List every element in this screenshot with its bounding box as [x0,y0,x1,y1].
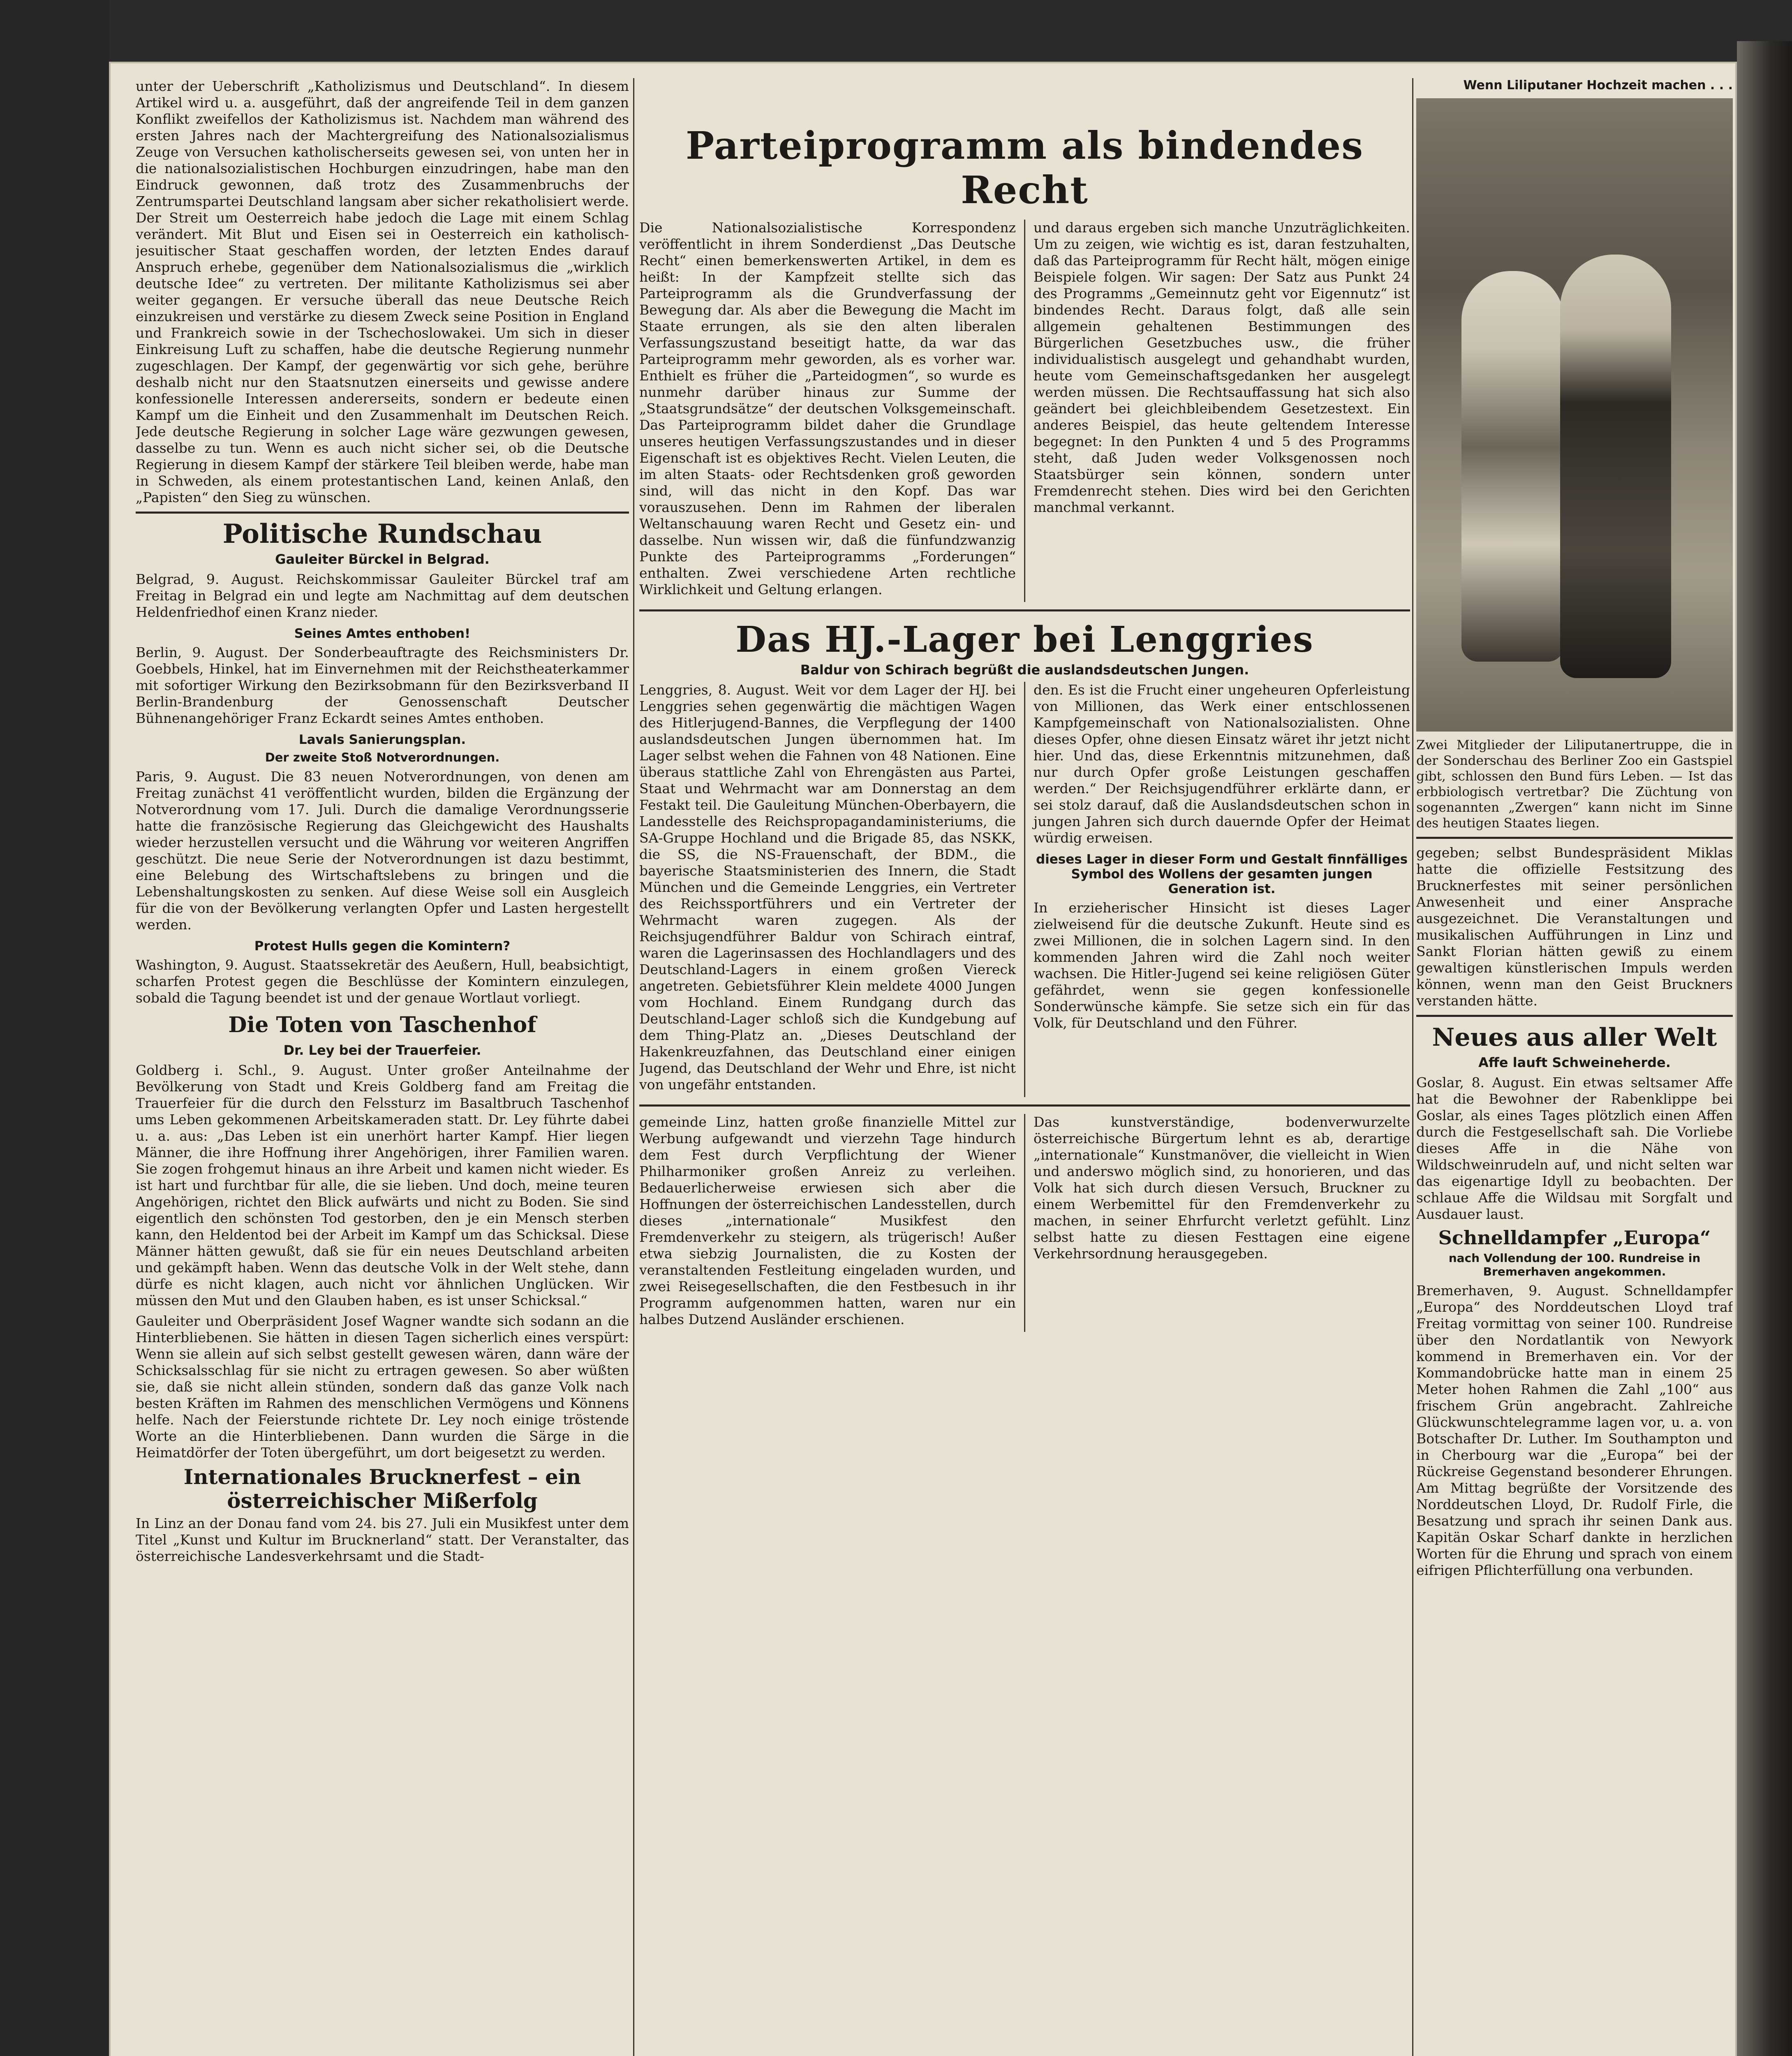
column-rule [1024,220,1025,602]
column-rule [1024,1114,1025,1332]
lager-title: Das HJ.-Lager bei Lenggries [735,619,1314,660]
section-divider [639,609,1410,611]
column-rule [1024,682,1025,1097]
affe-text: Goslar, 8. August. Ein etwas seltsamer Affe hat die Bewohner der Rabenklippe bei Goslar, als eines Tages plötzlich einen Affen durch die Festgesellschaft sah. Die Vorliebe dieses Affe in die Nähe von Wildschweinrudeln auf, und nicht selten war das eigenartige Idyll zu beobachten. Der schlaue Affe die Wildsau mit Sorgfalt und Ausdauer laust. [1416,1074,1733,1222]
amt-text: Berlin, 9. August. Der Sonderbeauftragte des Reichsministers Dr. Goebbels, Hinkel, hat im Einvernehmen mit der Reichstheaterkammer mit sofortiger Wirkung den Bezirksobmann für den Bezirksverband II Berlin-Brandenburg der Genossenschaft Deutscher Bühnenangehöriger Franz Eckardt seines Amtes enthoben. [136,644,629,726]
buerckel-head: Gauleiter Bürckel in Belgrad. [275,551,490,567]
wedding-photo [1416,98,1733,732]
welt-title: Neues aus aller Welt [1432,1023,1717,1052]
lager-sub: Baldur von Schirach begrüßt die auslandsdeutschen Jungen. [800,662,1249,678]
europa-sub: nach Vollendung der 100. Rundreise in Bremerhaven angekommen. [1448,1251,1701,1278]
bruckner-bottom-right: Das kunstverständige, bodenverwurzelte österreichische Bürgertum lehnt es ab, derartige „internationale“ Kunstmanöver, die vielleicht in Wien und anderswo möglich sind, zu honorieren, und das Volk hat sich durch diesen Versuch, Bruckner zu einem Werbemittel für den Fremdenverkehr zu machen, in seiner Ehrfurcht verletzt gefühlt. Linz selbst hatte zu diesen Festtagen eine eigene Verkehrsordnung herausgegeben. [1034,1114,1410,1262]
section-divider [639,1104,1410,1107]
schweden-article-text: unter der Ueberschrift „Katholizismus und Deutschland“. In diesem Artikel wird u. a. ausgeführt, daß der angreifende Teil in dem ganzen Konflikt zweifellos der Katholizismus ist. Nachdem man während des ersten Jahres nach der Machtergreifung des Nationalsozialismus Zeuge von Versuchen katholischerseits gewesen sei, von unten her in die nationalsozialistischen Hochburgen einzudringen, habe man den Eindruck gewonnen, daß trotz des Zusammenbruchs der Zentrumspartei Deutschland langsam aber sicher rekatholisiert werde. Der Streit um Oesterreich habe jedoch die Lage mit einem Schlag verändert. Mit Blut und Eisen sei in Oesterreich ein katholisch-jesuitischer Staat geschaffen worden, der letzten Endes darauf Anspruch erhebe, gegenüber dem Nationalsozialismus die „wirklich deutsche Idee“ zu vertreten. Der militante Katholizismus sei aber weiter gegangen. Er versuche überall das neue Deutsche Reich einzukreisen und verstärke zu diesem Zweck seine Position in England und Frankreich sowie in der Tschechoslowakei. Um sich in dieser Einkreisung Luft zu schaffen, habe die deutsche Regierung nunmehr zugeschlagen. Der Kampf, der gegenwärtig vor sich gehe, berühre deshalb nicht nur den Staatsnutzen einerseits und gewisse andere konfessionelle Interessen andererseits, sondern er bedeute einen Kampf um die Einheit und den Zusammenhalt im Deutschen Reich. Jede deutsche Regierung in solcher Lage wäre gezwungen gewesen, dasselbe zu tun. Wenn es auch nicht sicher sei, ob die Deutsche Regierung in diesem Kampf der stärkere Teil bleiben werde, habe man in Schweden, als einem protestantischen Land, keinen Anlaß, den „Papisten“ den Sieg zu wünschen. [136,78,629,505]
taschenhof-title: Die Toten von Taschenhof [228,1012,536,1037]
main-right-text: und daraus ergeben sich manche Unzuträglichkeiten. Um zu zeigen, wie wichtig es ist, daran festzuhalten, daß das Parteiprogramm für Recht hält, mögen einige Beispiele folgen. Wir sagen: Der Satz aus Punkt 24 des Programms „Gemeinnutz geht vor Eigennutz“ ist bindendes Recht. Daraus folgt, daß alle sein allgemein gehaltenen Bestimmungen des Bürgerlichen Gesetzbuches usw., die früher individualistisch ausgelegt und gehandhabt wurden, heute vom Gemeinschaftsgedanken her ausgelegt werden müssen. Die Rechtsauffassung hat sich also geändert bei gleichbleibendem Gesetzestext. Ein anderes Beispiel, das heute geltendem Interesse begegnet: In den Punkten 4 und 5 des Programms steht, daß Juden weder Volksgenossen noch Staatsbürger sein können, sondern unter Fremdenrecht stehen. Dies wird bei den Gerichten manchmal verkannt. [1034,220,1410,515]
laval-text: Paris, 9. August. Die 83 neuen Notverordnungen, von denen am Freitag zunächst 41 veröffentlicht wurden, bilden die Ergänzung der Notverordnung vom 17. Juli. Durch die damalige Verordnungsserie hatte die französische Regierung das Gleichgewicht des Haushalts wieder herzustellen versucht und die Währung vor weiteren Angriffen geschützt. Die neue Serie der Notverordnungen ist dazu bestimmt, eine Belebung des Wirtschaftslebens zu bringen und die Lebenshaltungskosten zu senken. Auf diese Weise soll ein Ausgleich für die von der Bevölkerung verlangten Opfer und Lasten hergestellt werden. [136,769,629,933]
groom-figure [1560,255,1671,678]
main-article [639,123,1410,1332]
lager-left-text: Lenggries, 8. August. Weit vor dem Lager der HJ. bei Lenggries sehen gegenwärtig die mächtigen Wagen des Hitlerjugend-Bannes, die Verpflegung der 1400 auslandsdeutschen Jungen übernommen hat. Im Lager selbst wehen die Fahnen von 48 Nationen. Eine überaus stattliche Zahl von Ehrengästen aus Partei, Staat und Wehrmacht war am Donnerstag an dem Festakt teil. Die Gauleitung München-Oberbayern, die Landesstelle des Reichspropagandaministeriums, die SA-Gruppe Hochland und die Brigade 85, das NSKK, die SS, die NS-Frauenschaft, der BDM., die bayerische Staatsministerien des Innern, die Stadt München und die Gemeinde Lenggries, ein Vertreter des Reichssportführers und ein Vertreter der Wehrmacht waren zugegen. Als der Reichsjugendführer Baldur von Schirach eintraf, waren die Lagerinsassen des Hochlandlagers und des Deutschland-Lagers in einem großen Viereck angetreten. Gebietsführer Klein meldete 4000 Jungen vom Hochland. Einem Rundgang durch das Deutschland-Lager schloß sich die Kundgebung auf dem Thing-Platz an. „Dieses Deutschland der Hakenkreuzfahnen, das Deutschland einer einigen Jugend, das Deutschland der Wehr und Ehre, ist nicht von ungefähr entstanden. [639,682,1016,1093]
laval-sub: Der zweite Stoß Notverordnungen. [265,750,500,764]
bruckner-title: Internationales Brucknerfest – ein österreichischer Mißerfolg [183,1465,581,1513]
affe-head: Affe lauft Schweineherde. [1478,1055,1671,1070]
hull-text: Washington, 9. August. Staatssekretär des Aeußern, Hull, beabsichtigt, scharfen Protest gegen die Beschlüsse der Komintern einzulegen, sobald die Tagung beendet ist und der genaue Wortlaut vorliegt. [136,957,629,1006]
buerckel-text: Belgrad, 9. August. Reichskommissar Gauleiter Bürckel traf am Freitag in Belgrad ein und legte am Nachmittag auf dem deutschen Heldenfriedhof einen Kranz nieder. [136,571,629,620]
rundschau-title: Politische Rundschau [222,519,542,549]
scan-margin [0,0,109,2056]
book-binding-edge [1737,41,1792,2056]
photo-caption: Zwei Mitglieder der Liliputanertruppe, die in der Sonderschau des Berliner Zoo ein Gastspiel gibt, schlossen den Bund fürs Leben. — Ist das erbbiologisch vertretbar? Die Züchtung von sogenannten „Zwergen“ kann nicht im Sinne des heutigen Staates liegen. [1416,738,1733,831]
photo-caption-top: Wenn Liliputaner Hochzeit machen . . . [1463,78,1733,93]
hull-head: Protest Hulls gegen die Komintern? [254,939,511,954]
main-title: Parteiprogramm als bindendes Recht [685,123,1364,212]
europa-text: Bremerhaven, 9. August. Schnelldampfer „Europa“ des Norddeutschen Lloyd traf Freitag vormittag von seiner 100. Rundreise über den Nordatlantik von Newyork kommend in Bremerhaven ein. Vor der Kommandobrücke hatte man in einem 25 Meter hohen Rahmen die Zahl „100“ aus frischem Grün angebracht. Zahlreiche Glückwunschtelegramme lagen vor, u. a. von Botschafter Dr. Luther. Im Southampton und in Cherbourg war die „Europa“ bei der Rückreise Gegenstand besonderer Ehrungen. Am Mittag begrüßte der Vorsitzende des Norddeutschen Lloyd, Dr. Rudolf Firle, die Besatzung und sprach ihr seinen Dank aus. Kapitän Oskar Scharf dankte in herzlichen Worten für die Ehrung und sprach von einem eifrigen Pflichterfüllung ona verbunden. [1416,1283,1733,1578]
taschenhof-sub: Dr. Ley bei der Trauerfeier. [283,1042,481,1058]
column-rule [633,78,634,2056]
taschenhof-text: Goldberg i. Schl., 9. August. Unter großer Anteilnahme der Bevölkerung von Stadt und Kreis Goldberg fand am Freitag die Trauerfeier für die durch den Felssturz im Basaltbruch Taschenhof ums Leben gekommenen Arbeitskameraden statt. Dr. Ley führte dabei u. a. aus: „Das Leben ist ein unerhört harter Kampf. Hier liegen Männer, die ihre Hoffnung ihrer Angehörigen, ihrer Familien waren. Sie zogen frohgemut hinaus an ihre Arbeit und kamen nicht wieder. Es ist hart und furchtbar für alle, die sie lieben. Und doch, meine teuren Angehörigen, richtet den Blick aufwärts und nicht zu Boden. Sie sind eigentlich den schönsten Tod gestorben, den je ein Mensch sterben kann, den Heldentod bei der Arbeit im Kampf um das Schicksal. Diese Männer hätten gewußt, daß sie für ein neues Deutschland arbeiten und gekämpft haben. Wenn das deutsche Volk in der Welt stehe, dann dürfe es nicht klagen, auch nicht vor ähnlichen Unglücken. Wir müssen den Mut und den Glauben haben, es ist unser Schicksal.“ [136,1062,629,1308]
taschenhof-text-2: Gauleiter und Oberpräsident Josef Wagner wandte sich sodann an die Hinterbliebenen. Sie hätten in diesen Tagen sicherlich eines verspürt: Wenn sie allein auf sich selbst gestellt gewesen wären, dann wäre der Schicksalsschlag für sie nicht zu ertragen gewesen. So aber wüßten sie, daß sie nicht allein stünden, sondern daß das ganze Volk nach besten Kräften im Rahmen des menschlichen Vermögens und Könnens helfe. Nach der Feierstunde richtete Dr. Ley noch einige tröstende Worte an die Hinterbliebenen. Dann wurden die Särge in die Heimatdörfer der Toten übergeführt, um dort beigesetzt zu werden. [136,1313,629,1461]
section-divider [1416,1015,1733,1017]
section-divider [1416,837,1733,839]
bruckner-text: In Linz an der Donau fand vom 24. bis 27. Juli ein Musikfest unter dem Titel „Kunst und Kultur im Brucknerland“ statt. Der Veranstalter, das österreichische Landesverkehrsamt und die Stadt- [136,1515,629,1564]
main-left-text: Die Nationalsozialistische Korrespondenz veröffentlicht in ihrem Sonderdienst „Das Deutsche Recht“ einen bemerkenswerten Artikel, in dem es heißt: In der Kampfzeit stellte sich das Parteiprogramm als die Grundverfassung der Bewegung dar. Als aber die Bewegung die Macht im Staate errungen, als sie den alten liberalen Verfassungszustand beseitigt hatte, da war das Parteiprogramm mehr geworden, als es vorher war. Enthielt es früher die „Parteidogmen“, so wurde es nunmehr darüber hinaus zur Summe der „Staatsgrundsätze“ der deutschen Volksgemeinschaft. Das Parteiprogramm bildet daher die Grundlage unseres heutigen Verfassungszustandes und in dieser Eigenschaft ist es objektives Recht. Vielen Leuten, die im alten Staats- oder Rechtsdenken groß geworden sind, will das nicht in den Kopf. Das war vorauszusehen. Denn im Rahmen der liberalen Weltanschauung waren Recht und Gesetz ein- und dasselbe. Nun wissen wir, daß die fünfundzwanzig Punkte des Parteiprogramms „Forderungen“ enthalten. Zwei verschiedene Arten rechtliche Wirklichkeit und Geltung erlangen. [639,220,1016,597]
section-divider [136,512,629,514]
lager-right-text: den. Es ist die Frucht einer ungeheuren Opferleistung von Millionen, das Werk einer entschlossenen Kampfgemeinschaft von Nationalsozialisten. Ohne dieses Opfer, ohne diesen Einsatz wäret ihr jetzt nicht hier. Und das, diese Erkenntnis mitzunehmen, daß nur durch Opfer große Leistungen geschaffen werden.“ Der Reichsjugendführer erklärte dann, er sei stolz darauf, daß die Auslandsdeutschen schon in jungen Jahren sich durch dauernde Opfer der Heimat würdig erweisen. [1034,682,1410,846]
column-right [1416,78,1733,1583]
lager-banner: dieses Lager in dieser Form und Gestalt finnfälliges Symbol des Wollens der gesamten jungen Generation ist. [1036,852,1408,896]
bruckner-bottom-left: gemeinde Linz, hatten große finanzielle Mittel zur Werbung aufgewandt und vierzehn Tage hindurch dem Fest durch Verpflichtung der Wiener Philharmoniker großen Anreiz zu verleihen. Bedauerlicherweise erwiesen sich aber die Hoffnungen der österreichischen Landesstellen, durch dieses „internationale“ Musikfest den Fremdenverkehr zu steigern, als trügerisch! Außer etwa siebzig Journalisten, die zu Kosten der veranstaltenden Festleitung eingeladen wurden, und zwei Reisegesellschaften, die den Festbesuch in ihr Programm aufgenommen hatten, waren nur ein halbes Dutzend Ausländer erschienen. [639,1114,1016,1327]
column-rule [1412,78,1413,2056]
amt-head: Seines Amtes enthoben! [294,626,471,641]
lager-right-text-2: In erzieherischer Hinsicht ist dieses Lager zielweisend für die deutsche Zukunft. Heute sind es zwei Millionen, die in solchen Lagern sind. In den kommenden Jahren wird die Zahl noch weiter wachsen. Die Hitler-Jugend sei keine religiösen Güter gefährdet, wenn sie gegen konfessionelle Sonderwünsche kämpfe. Sie setze sich ein für das Volk, für Deutschland und den Führer. [1034,900,1410,1031]
bruckner-continued: gegeben; selbst Bundespräsident Miklas hatte die offizielle Festsitzung des Brucknerfestes mit seiner persönlichen Anwesenheit und einer Ansprache ausgezeichnet. Die Veranstaltungen und musikalischen Aufführungen in Linz und Sankt Florian hätten gewiß zu einem gewaltigen künstlerischen Impuls werden können, wenn man den Geist Bruckners verstanden hätte. [1416,845,1733,1009]
bride-figure [1461,271,1564,662]
europa-title: Schnelldampfer „Europa“ [1438,1227,1711,1249]
column-left [136,78,629,2056]
laval-head: Lavals Sanierungsplan. [298,732,466,747]
